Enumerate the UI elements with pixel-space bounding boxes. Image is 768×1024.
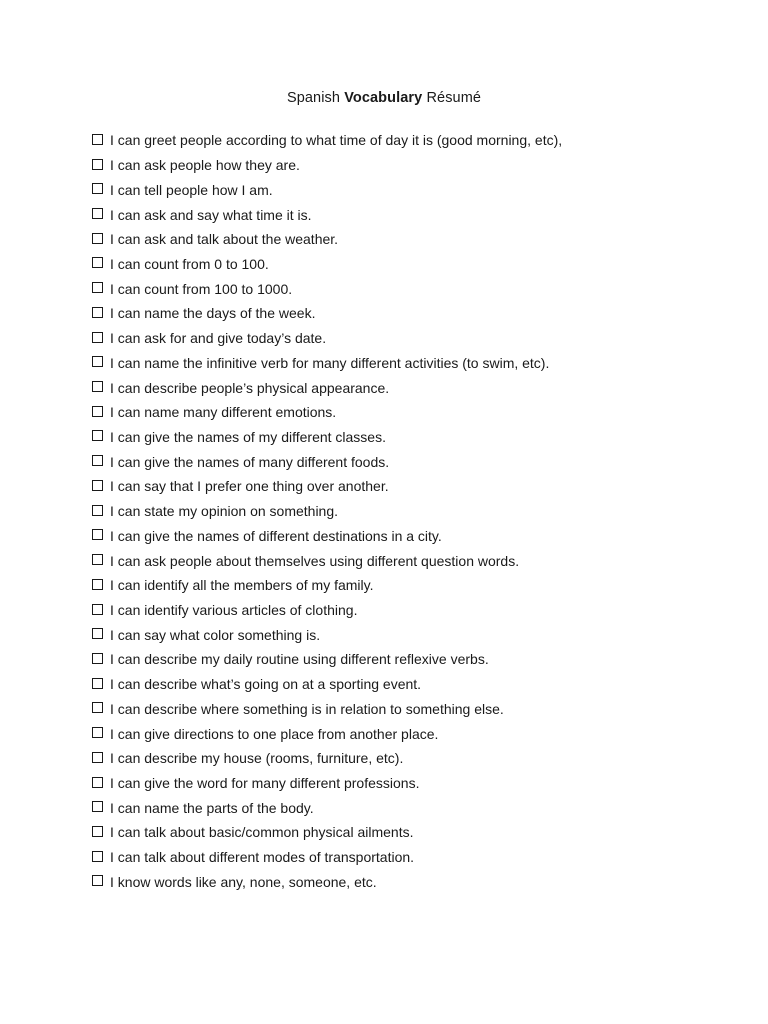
checkbox-icon[interactable]: [92, 134, 103, 145]
title-spanish: Spanish: [286, 90, 341, 106]
checkbox-icon[interactable]: [92, 381, 103, 392]
checklist: [92, 128, 562, 894]
checklist-item: [92, 721, 562, 746]
checklist-item-label: I can give the word for many different professions.: [110, 775, 420, 792]
title-vocabulary: Vocabulary: [344, 90, 423, 106]
checkbox-icon[interactable]: [92, 332, 103, 343]
checkbox-icon[interactable]: [92, 554, 103, 565]
checklist-item-label: I can name many different emotions.: [110, 404, 337, 421]
checkbox-icon[interactable]: [92, 430, 103, 441]
checkbox-icon[interactable]: [92, 777, 103, 788]
checklist-item-label: I can ask for and give today’s date.: [110, 330, 327, 347]
checklist-item-label: I can say what color something is.: [110, 626, 321, 643]
checklist-item-label: I can describe my house (rooms, furniture, etc).: [110, 750, 404, 767]
checkbox-icon[interactable]: [92, 455, 103, 466]
checklist-item: [92, 870, 562, 895]
checklist-item-label: I can give the names of many different foods.: [110, 453, 390, 470]
checkbox-icon[interactable]: [92, 653, 103, 664]
checklist-item: [92, 177, 562, 202]
checklist-item: [92, 425, 562, 450]
checklist-item: [92, 350, 562, 375]
page-title: [0, 90, 768, 106]
checkbox-icon[interactable]: [92, 480, 103, 491]
checklist-item: [92, 153, 562, 178]
checklist-item-label: I can talk about basic/common physical ailments.: [110, 824, 414, 841]
checklist-item: [92, 202, 562, 227]
checklist-item-label: I can say that I prefer one thing over another.: [110, 478, 389, 495]
checkbox-icon[interactable]: [92, 159, 103, 170]
checklist-item: [92, 548, 562, 573]
checkbox-icon[interactable]: [92, 604, 103, 615]
checklist-item-label: I can describe my daily routine using different reflexive verbs.: [110, 651, 489, 668]
checklist-item: [92, 400, 562, 425]
checkbox-icon[interactable]: [92, 801, 103, 812]
checklist-item: [92, 647, 562, 672]
checkbox-icon[interactable]: [92, 579, 103, 590]
checkbox-icon[interactable]: [92, 183, 103, 194]
checklist-item-label: I can identify all the members of my family.: [110, 577, 374, 594]
checklist-item-label: I can give the names of my different classes.: [110, 428, 386, 445]
checklist-item-label: I can describe where something is in relation to something else.: [110, 700, 504, 717]
checklist-item: [92, 845, 562, 870]
checkbox-icon[interactable]: [92, 678, 103, 689]
checklist-item: [92, 746, 562, 771]
checkbox-icon[interactable]: [92, 208, 103, 219]
checklist-item: [92, 301, 562, 326]
checkbox-icon[interactable]: [92, 307, 103, 318]
checklist-item-label: I can ask and say what time it is.: [110, 206, 312, 223]
checkbox-icon[interactable]: [92, 257, 103, 268]
checklist-item: [92, 276, 562, 301]
checklist-item-label: I can talk about different modes of transportation.: [110, 849, 415, 866]
checklist-item-label: I can state my opinion on something.: [110, 503, 339, 520]
checkbox-icon[interactable]: [92, 826, 103, 837]
checklist-item-label: I can count from 100 to 1000.: [110, 280, 293, 297]
checkbox-icon[interactable]: [92, 529, 103, 540]
checklist-item-label: I can greet people according to what time of day it is (good morning, etc),: [110, 132, 563, 149]
checkbox-icon[interactable]: [92, 233, 103, 244]
checkbox-icon[interactable]: [92, 406, 103, 417]
checkbox-icon[interactable]: [92, 282, 103, 293]
checklist-item-label: I can name the infinitive verb for many different activities (to swim, etc).: [110, 354, 550, 371]
checklist-item: [92, 598, 562, 623]
checklist-item-label: I can name the parts of the body.: [110, 799, 314, 816]
checkbox-icon[interactable]: [92, 356, 103, 367]
checklist-item: [92, 326, 562, 351]
checkbox-icon[interactable]: [92, 505, 103, 516]
checklist-item: [92, 697, 562, 722]
checklist-item-label: I can give directions to one place from another place.: [110, 725, 439, 742]
checklist-item-label: I can ask people how they are.: [110, 157, 300, 174]
checkbox-icon[interactable]: [92, 875, 103, 886]
checklist-item: [92, 499, 562, 524]
checklist-item-label: I know words like any, none, someone, etc.: [110, 873, 377, 890]
checklist-item-label: I can name the days of the week.: [110, 305, 316, 322]
checklist-item-label: I can tell people how I am.: [110, 181, 273, 198]
checklist-item-label: I can ask people about themselves using different question words.: [110, 552, 520, 569]
checklist-item-label: I can describe people’s physical appearance.: [110, 379, 390, 396]
checklist-item: [92, 474, 562, 499]
checklist-item-label: I can identify various articles of clothing.: [110, 602, 358, 619]
checkbox-icon[interactable]: [92, 851, 103, 862]
checklist-item-label: I can describe what’s going on at a sporting event.: [110, 676, 422, 693]
checklist-item: [92, 795, 562, 820]
checklist-item: [92, 573, 562, 598]
checkbox-icon[interactable]: [92, 628, 103, 639]
checklist-item-label: I can give the names of different destinations in a city.: [110, 527, 442, 544]
checkbox-icon[interactable]: [92, 752, 103, 763]
checkbox-icon[interactable]: [92, 702, 103, 713]
checklist-item: [92, 672, 562, 697]
checklist-item-label: I can ask and talk about the weather.: [110, 231, 339, 248]
checklist-item: [92, 524, 562, 549]
checklist-item: [92, 449, 562, 474]
checklist-item: [92, 820, 562, 845]
checklist-item: [92, 375, 562, 400]
checkbox-icon[interactable]: [92, 727, 103, 738]
checklist-item: [92, 128, 562, 153]
checklist-item: [92, 771, 562, 796]
checklist-item: [92, 622, 562, 647]
checklist-item-label: I can count from 0 to 100.: [110, 255, 269, 272]
checklist-item: [92, 252, 562, 277]
title-resume: Résumé: [426, 90, 482, 106]
checklist-item: [92, 227, 562, 252]
